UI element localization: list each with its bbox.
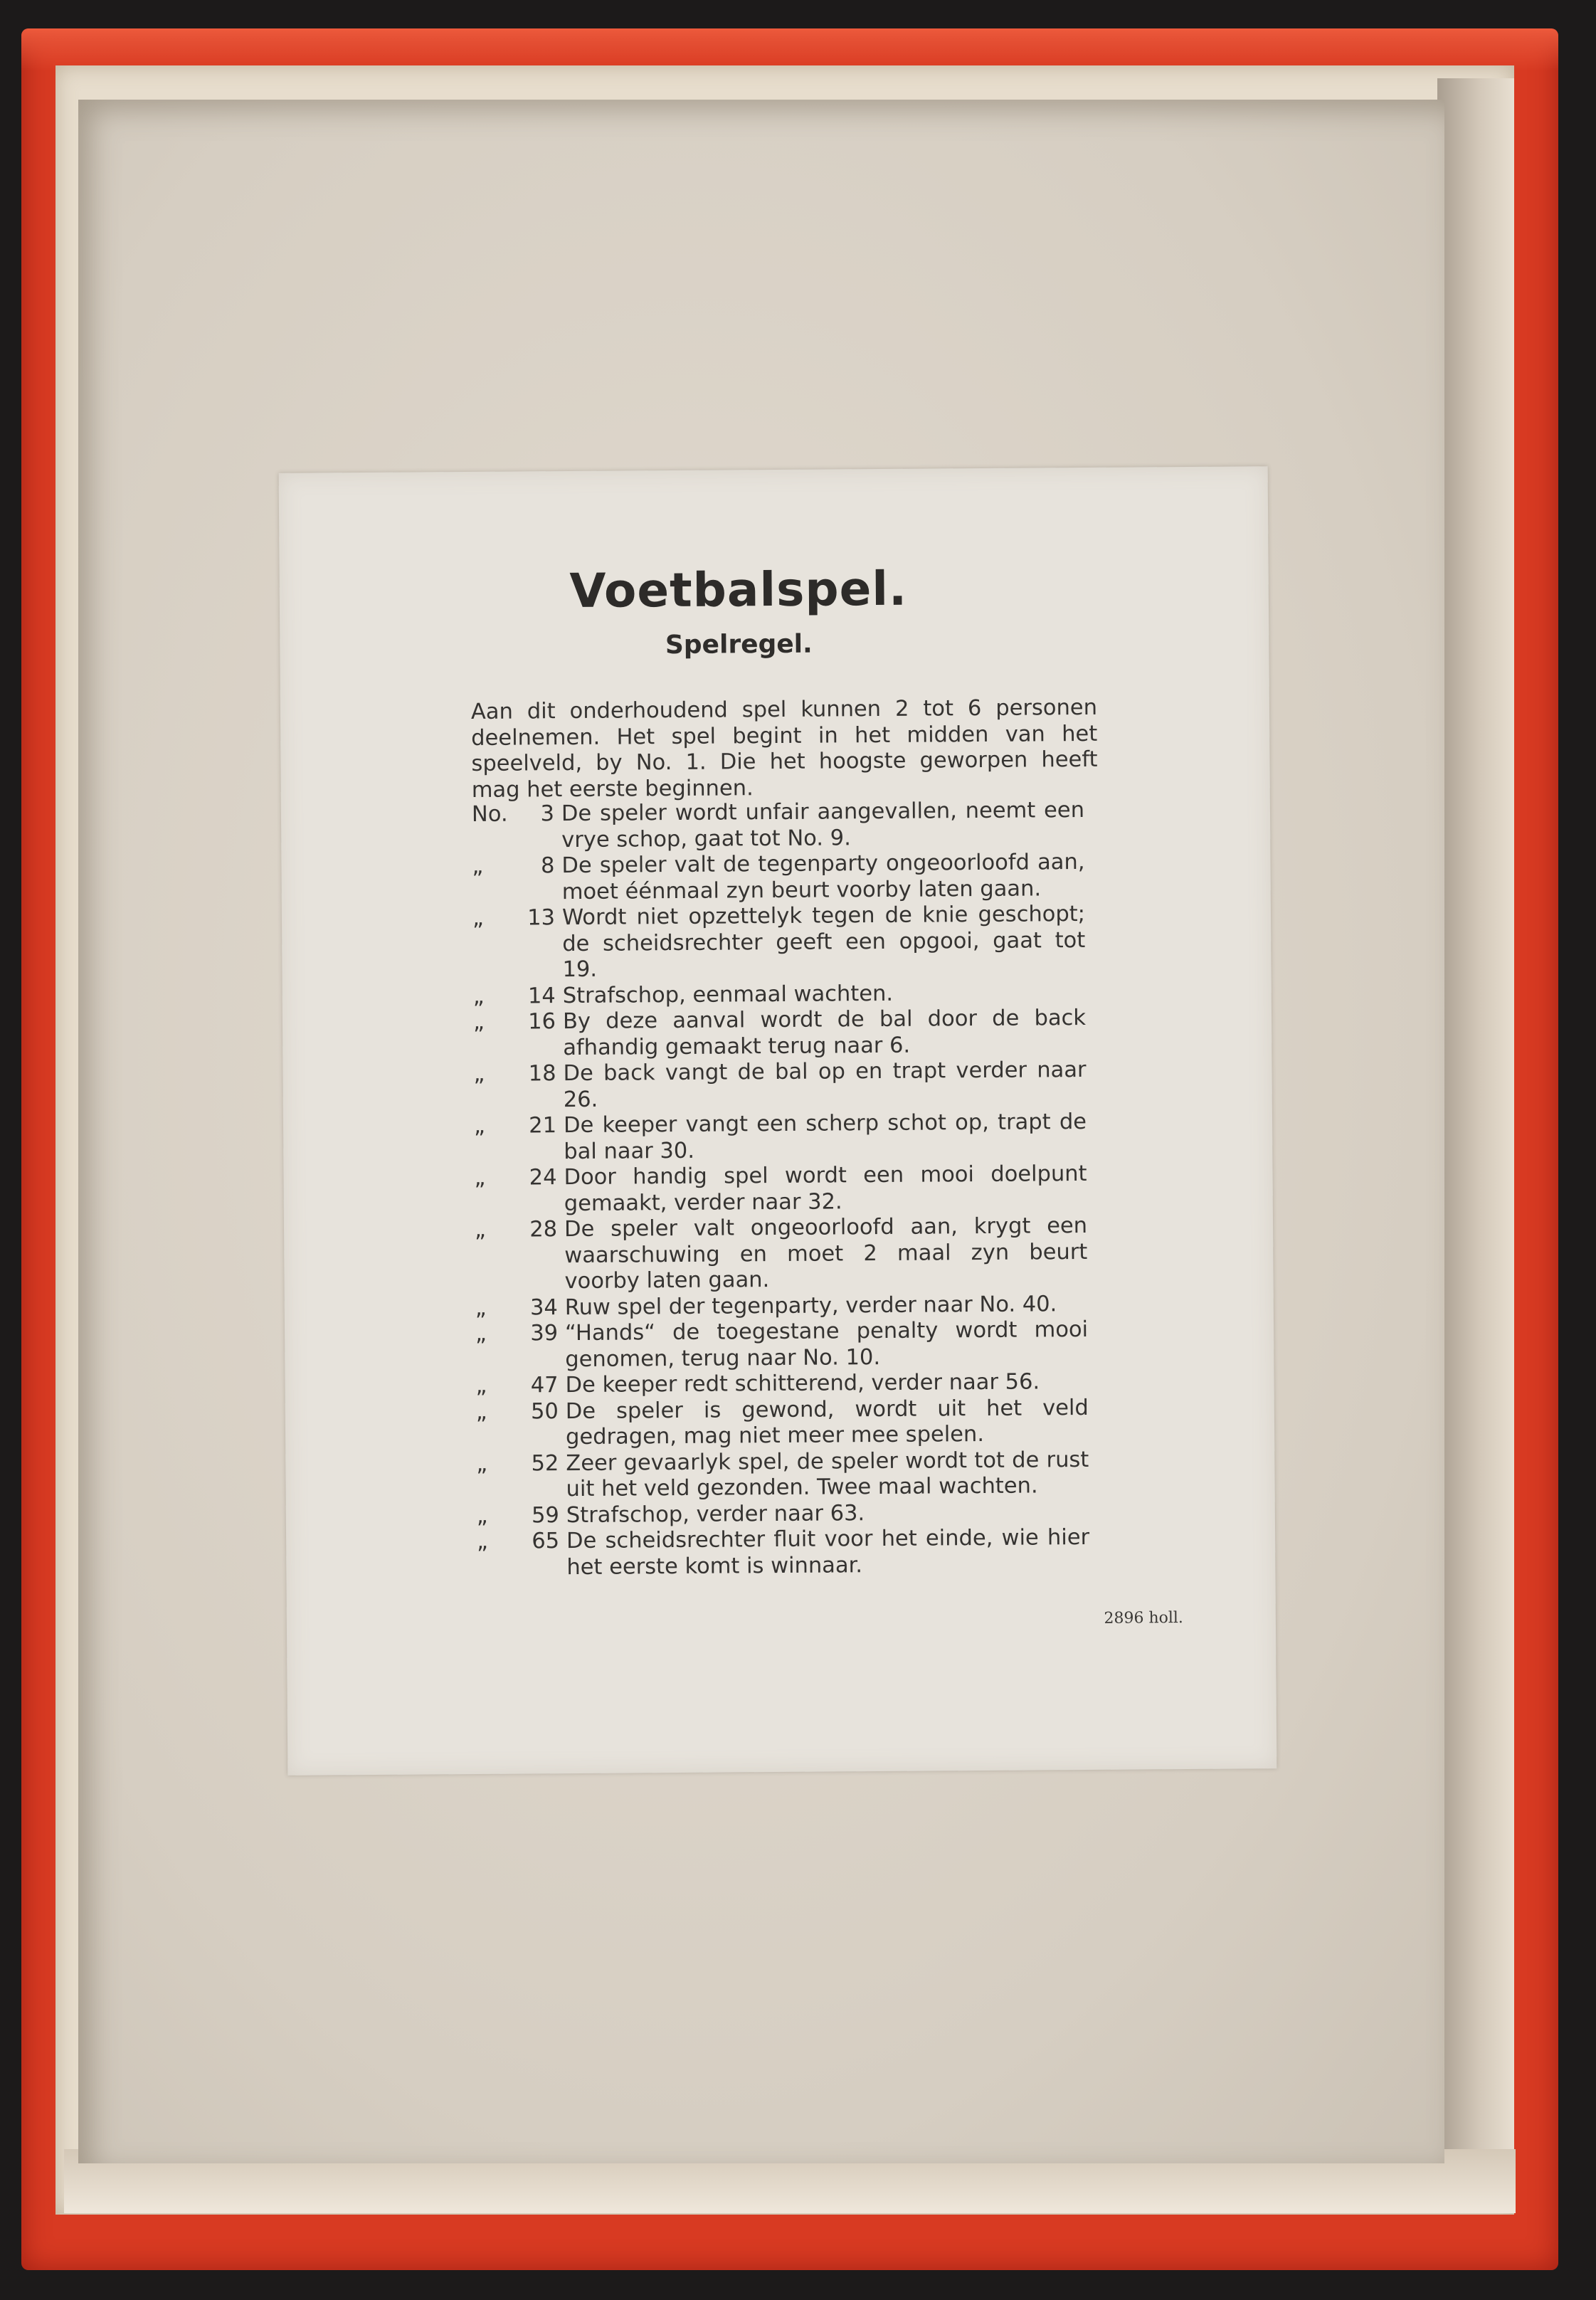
rule-number: 3 bbox=[540, 801, 555, 827]
rule-number: 34 bbox=[529, 1294, 558, 1320]
rule-number: 21 bbox=[529, 1113, 557, 1139]
rule-number: 13 bbox=[527, 905, 556, 931]
rule-prefix: „ bbox=[473, 1113, 485, 1139]
rule-text: Strafschop, verder naar 63. bbox=[566, 1500, 865, 1528]
rule-prefix: „ bbox=[472, 905, 484, 931]
rule-prefix: „ bbox=[476, 1529, 489, 1554]
rule-number: 28 bbox=[529, 1217, 558, 1243]
rule-prefix: „ bbox=[473, 1061, 485, 1087]
rule-text: De speler valt ongeoorloofd aan, krygt een waarschuwing en moet 2 maal zyn beurt voorby laten gaan. bbox=[564, 1213, 1088, 1294]
rule-prefix: „ bbox=[476, 1451, 488, 1477]
rule-item bbox=[474, 1109, 1185, 1166]
rule-prefix: „ bbox=[472, 853, 484, 879]
rule-text: De keeper vangt een scherp schot op, trapt de bal naar 30. bbox=[563, 1109, 1087, 1164]
rule-item bbox=[477, 1524, 1188, 1581]
rule-number: 14 bbox=[527, 983, 556, 1008]
rule-item bbox=[472, 901, 1185, 983]
rule-text: Ruw spel der tegenparty, verder naar No. 40. bbox=[564, 1291, 1057, 1320]
rule-prefix: No. bbox=[471, 801, 508, 827]
sheet-title: Voetbalspel. bbox=[569, 561, 908, 619]
rule-number: 18 bbox=[528, 1061, 556, 1087]
rule-number: 65 bbox=[532, 1529, 560, 1554]
rule-prefix: „ bbox=[474, 1217, 486, 1243]
rule-number: 16 bbox=[528, 1009, 556, 1035]
rule-prefix: „ bbox=[476, 1503, 488, 1529]
rule-text: “Hands“ de toegestane penalty wordt mooi genomen, terug naar No. 10. bbox=[564, 1317, 1089, 1372]
rule-text: De speler is gewond, wordt uit het veld gedragen, mag niet meer mee spelen. bbox=[565, 1395, 1089, 1450]
rules-list bbox=[472, 797, 1189, 1581]
rule-item bbox=[476, 1446, 1188, 1503]
rule-item bbox=[473, 1005, 1185, 1062]
rule-prefix: „ bbox=[472, 1009, 485, 1035]
rule-number: 47 bbox=[530, 1373, 559, 1398]
rule-number: 52 bbox=[531, 1450, 559, 1476]
rule-text: De speler valt de tegenparty ongeoorloofd aan, moet éénmaal zyn beurt voorby laten gaan. bbox=[561, 849, 1085, 904]
rule-item bbox=[472, 849, 1183, 906]
rule-prefix: „ bbox=[475, 1295, 487, 1321]
rule-text: De back vangt de bal op en trapt verder naar 26. bbox=[563, 1057, 1087, 1112]
rule-text: Door handig spel wordt een mooi doelpunt gemaakt, verder naar 32. bbox=[564, 1161, 1087, 1216]
rule-text: By deze aanval wordt de bal door de back afhandig gemaakt terug naar 6. bbox=[562, 1005, 1087, 1060]
rule-prefix: „ bbox=[475, 1399, 487, 1425]
box-wall-right bbox=[1437, 78, 1514, 2206]
rule-text: Strafschop, eenmaal wachten. bbox=[562, 981, 894, 1008]
rule-number: 24 bbox=[529, 1165, 557, 1191]
rule-text: Wordt niet opzettelyk tegen de knie geschopt; de scheidsrechter geeft een opgooi, gaat tot 19. bbox=[561, 901, 1086, 983]
rule-number: 59 bbox=[531, 1502, 559, 1528]
rule-prefix: „ bbox=[474, 1165, 486, 1191]
rule-number: 39 bbox=[530, 1321, 559, 1346]
box-rim-shine bbox=[21, 28, 1558, 71]
rule-text: Zeer gevaarlyk spel, de speler wordt tot de rust uit het veld gezonden. Twee maal wachten. bbox=[566, 1447, 1089, 1502]
rule-prefix: „ bbox=[475, 1373, 487, 1398]
sheet-subtitle: Spelregel. bbox=[665, 629, 813, 660]
rule-item bbox=[474, 1161, 1185, 1218]
rule-prefix: „ bbox=[475, 1321, 487, 1346]
intro-paragraph: Aan dit onderhoudend spel kunnen 2 tot 6 personen deelnemen. Het spel begint in het midden van het speelveld, by No. 1. Die het hoogste geworpen heeft mag het eerste beginnen. bbox=[470, 695, 1098, 803]
rule-text: De speler wordt unfair aangevallen, neemt een vrye schop, gaat tot No. 9. bbox=[561, 797, 1085, 853]
rule-item bbox=[472, 797, 1183, 854]
rule-item bbox=[475, 1317, 1187, 1373]
rule-text: De scheidsrechter fluit voor het einde, wie hier het eerste komt is winnaar. bbox=[566, 1524, 1090, 1580]
rules-sheet bbox=[279, 466, 1277, 1776]
rule-prefix: „ bbox=[472, 983, 485, 1009]
rule-item bbox=[473, 1057, 1185, 1114]
rule-number: 8 bbox=[540, 853, 555, 879]
rule-text: De keeper redt schitterend, verder naar 56. bbox=[565, 1369, 1040, 1398]
rule-number: 50 bbox=[530, 1398, 559, 1424]
rule-item bbox=[476, 1394, 1188, 1451]
rule-item bbox=[475, 1213, 1187, 1295]
catalog-number: 2896 holl. bbox=[1104, 1609, 1183, 1628]
